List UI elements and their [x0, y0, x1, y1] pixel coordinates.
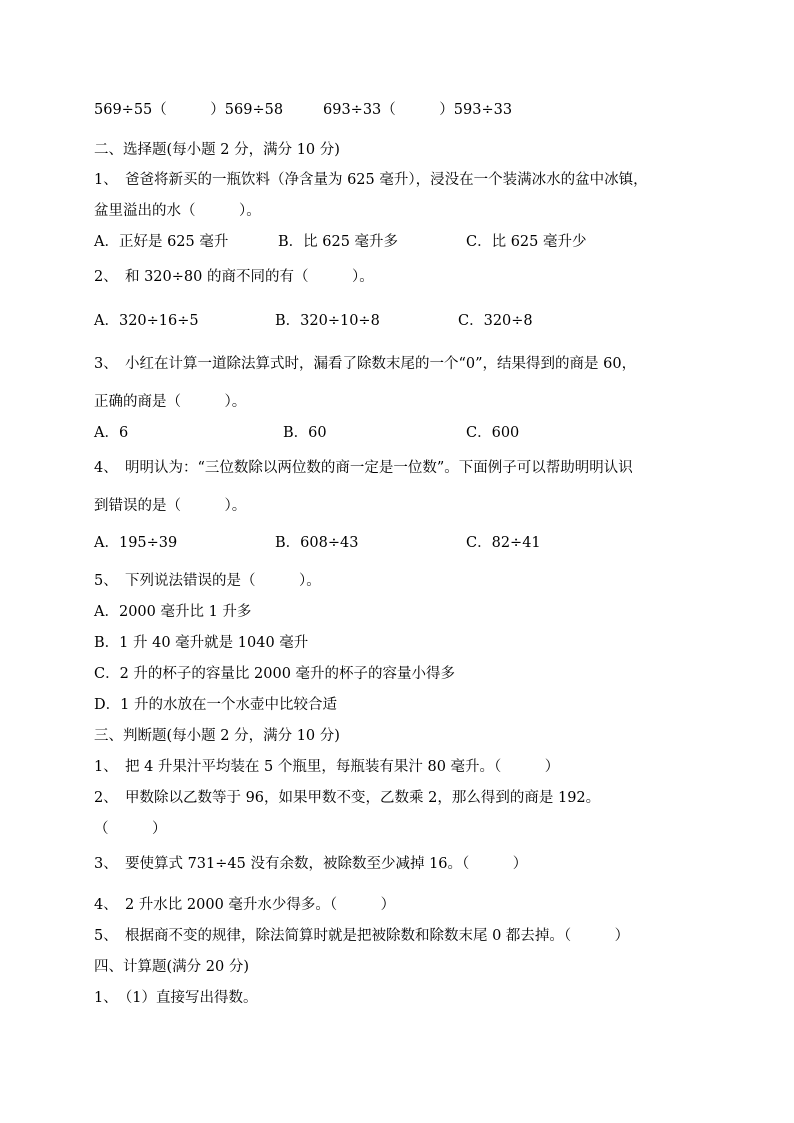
s2-q4-option-c: C．82÷41 — [466, 535, 541, 551]
s2-q5-option-c: C．2 升的杯子的容量比 2000 毫升的杯子的容量小得多 — [94, 666, 456, 682]
s2-q3-line2: 正确的商是（ ）。 — [94, 394, 247, 410]
s2-q3-option-a: A．6 — [94, 425, 129, 441]
s2-q2-option-b: B．320÷10÷8 — [275, 313, 380, 329]
compare-right: 693÷33（ ）593÷33 — [323, 102, 513, 118]
s2-q1-option-c: C．比 625 毫升少 — [466, 234, 587, 250]
s2-q3-line1: 3、 小红在计算一道除法算式时，漏看了除数末尾的一个“0”，结果得到的商是 60， — [94, 356, 637, 372]
s2-q2-option-a: A．320÷16÷5 — [94, 313, 199, 329]
section-3-heading: 三、判断题(每小题 2 分，满分 10 分) — [94, 728, 340, 744]
s3-q1: 1、 把 4 升果汁平均装在 5 个瓶里，每瓶装有果汁 80 毫升。（ ） — [94, 759, 560, 775]
s2-q3-option-c: C．600 — [466, 425, 520, 441]
s2-q4-option-b: B．608÷43 — [275, 535, 359, 551]
section-4-heading: 四、计算题(满分 20 分) — [94, 959, 249, 975]
s2-q1-option-a: A．正好是 625 毫升 — [94, 234, 229, 250]
s2-q1-line1: 1、 爸爸将新买的一瓶饮料（净含量为 625 毫升），浸没在一个装满冰水的盆中冰镇， — [94, 172, 648, 188]
s2-q5-option-d: D．1 升的水放在一个水壶中比较合适 — [94, 697, 337, 713]
s2-q5-line1: 5、 下列说法错误的是（ ）。 — [94, 573, 321, 589]
section-2-heading: 二、选择题(每小题 2 分，满分 10 分) — [94, 142, 340, 158]
s2-q4-option-a: A．195÷39 — [94, 535, 178, 551]
s2-q3-option-b: B．60 — [283, 425, 327, 441]
s3-q3: 3、 要使算式 731÷45 没有余数，被除数至少减掉 16。（ ） — [94, 856, 528, 872]
compare-left: 569÷55（ ）569÷58 — [94, 102, 284, 118]
s2-q1-option-b: B．比 625 毫升多 — [278, 234, 399, 250]
s3-q4: 4、 2 升水比 2000 毫升水少得多。（ ） — [94, 897, 396, 913]
s3-q2-line2: （ ） — [94, 821, 167, 837]
s2-q4-line1: 4、 明明认为：“三位数除以两位数的商一定是一位数”。下面例子可以帮助明明认识 — [94, 460, 633, 476]
s2-q4-line2: 到错误的是（ ）。 — [94, 498, 247, 514]
s2-q2-option-c: C．320÷8 — [458, 313, 533, 329]
s2-q5-option-a: A．2000 毫升比 1 升多 — [94, 604, 252, 620]
s2-q2-line1: 2、 和 320÷80 的商不同的有（ ）。 — [94, 269, 374, 285]
s3-q5: 5、 根据商不变的规律，除法简算时就是把被除数和除数末尾 0 都去掉。（ ） — [94, 928, 630, 944]
s2-q1-line2: 盆里溢出的水（ ）。 — [94, 203, 261, 219]
s2-q5-option-b: B．1 升 40 毫升就是 1040 毫升 — [94, 635, 309, 651]
s4-q1: 1、 （1）直接写出得数。 — [94, 990, 258, 1006]
s3-q2-line1: 2、 甲数除以乙数等于 96，如果甲数不变，乙数乘 2，那么得到的商是 192。 — [94, 790, 601, 806]
